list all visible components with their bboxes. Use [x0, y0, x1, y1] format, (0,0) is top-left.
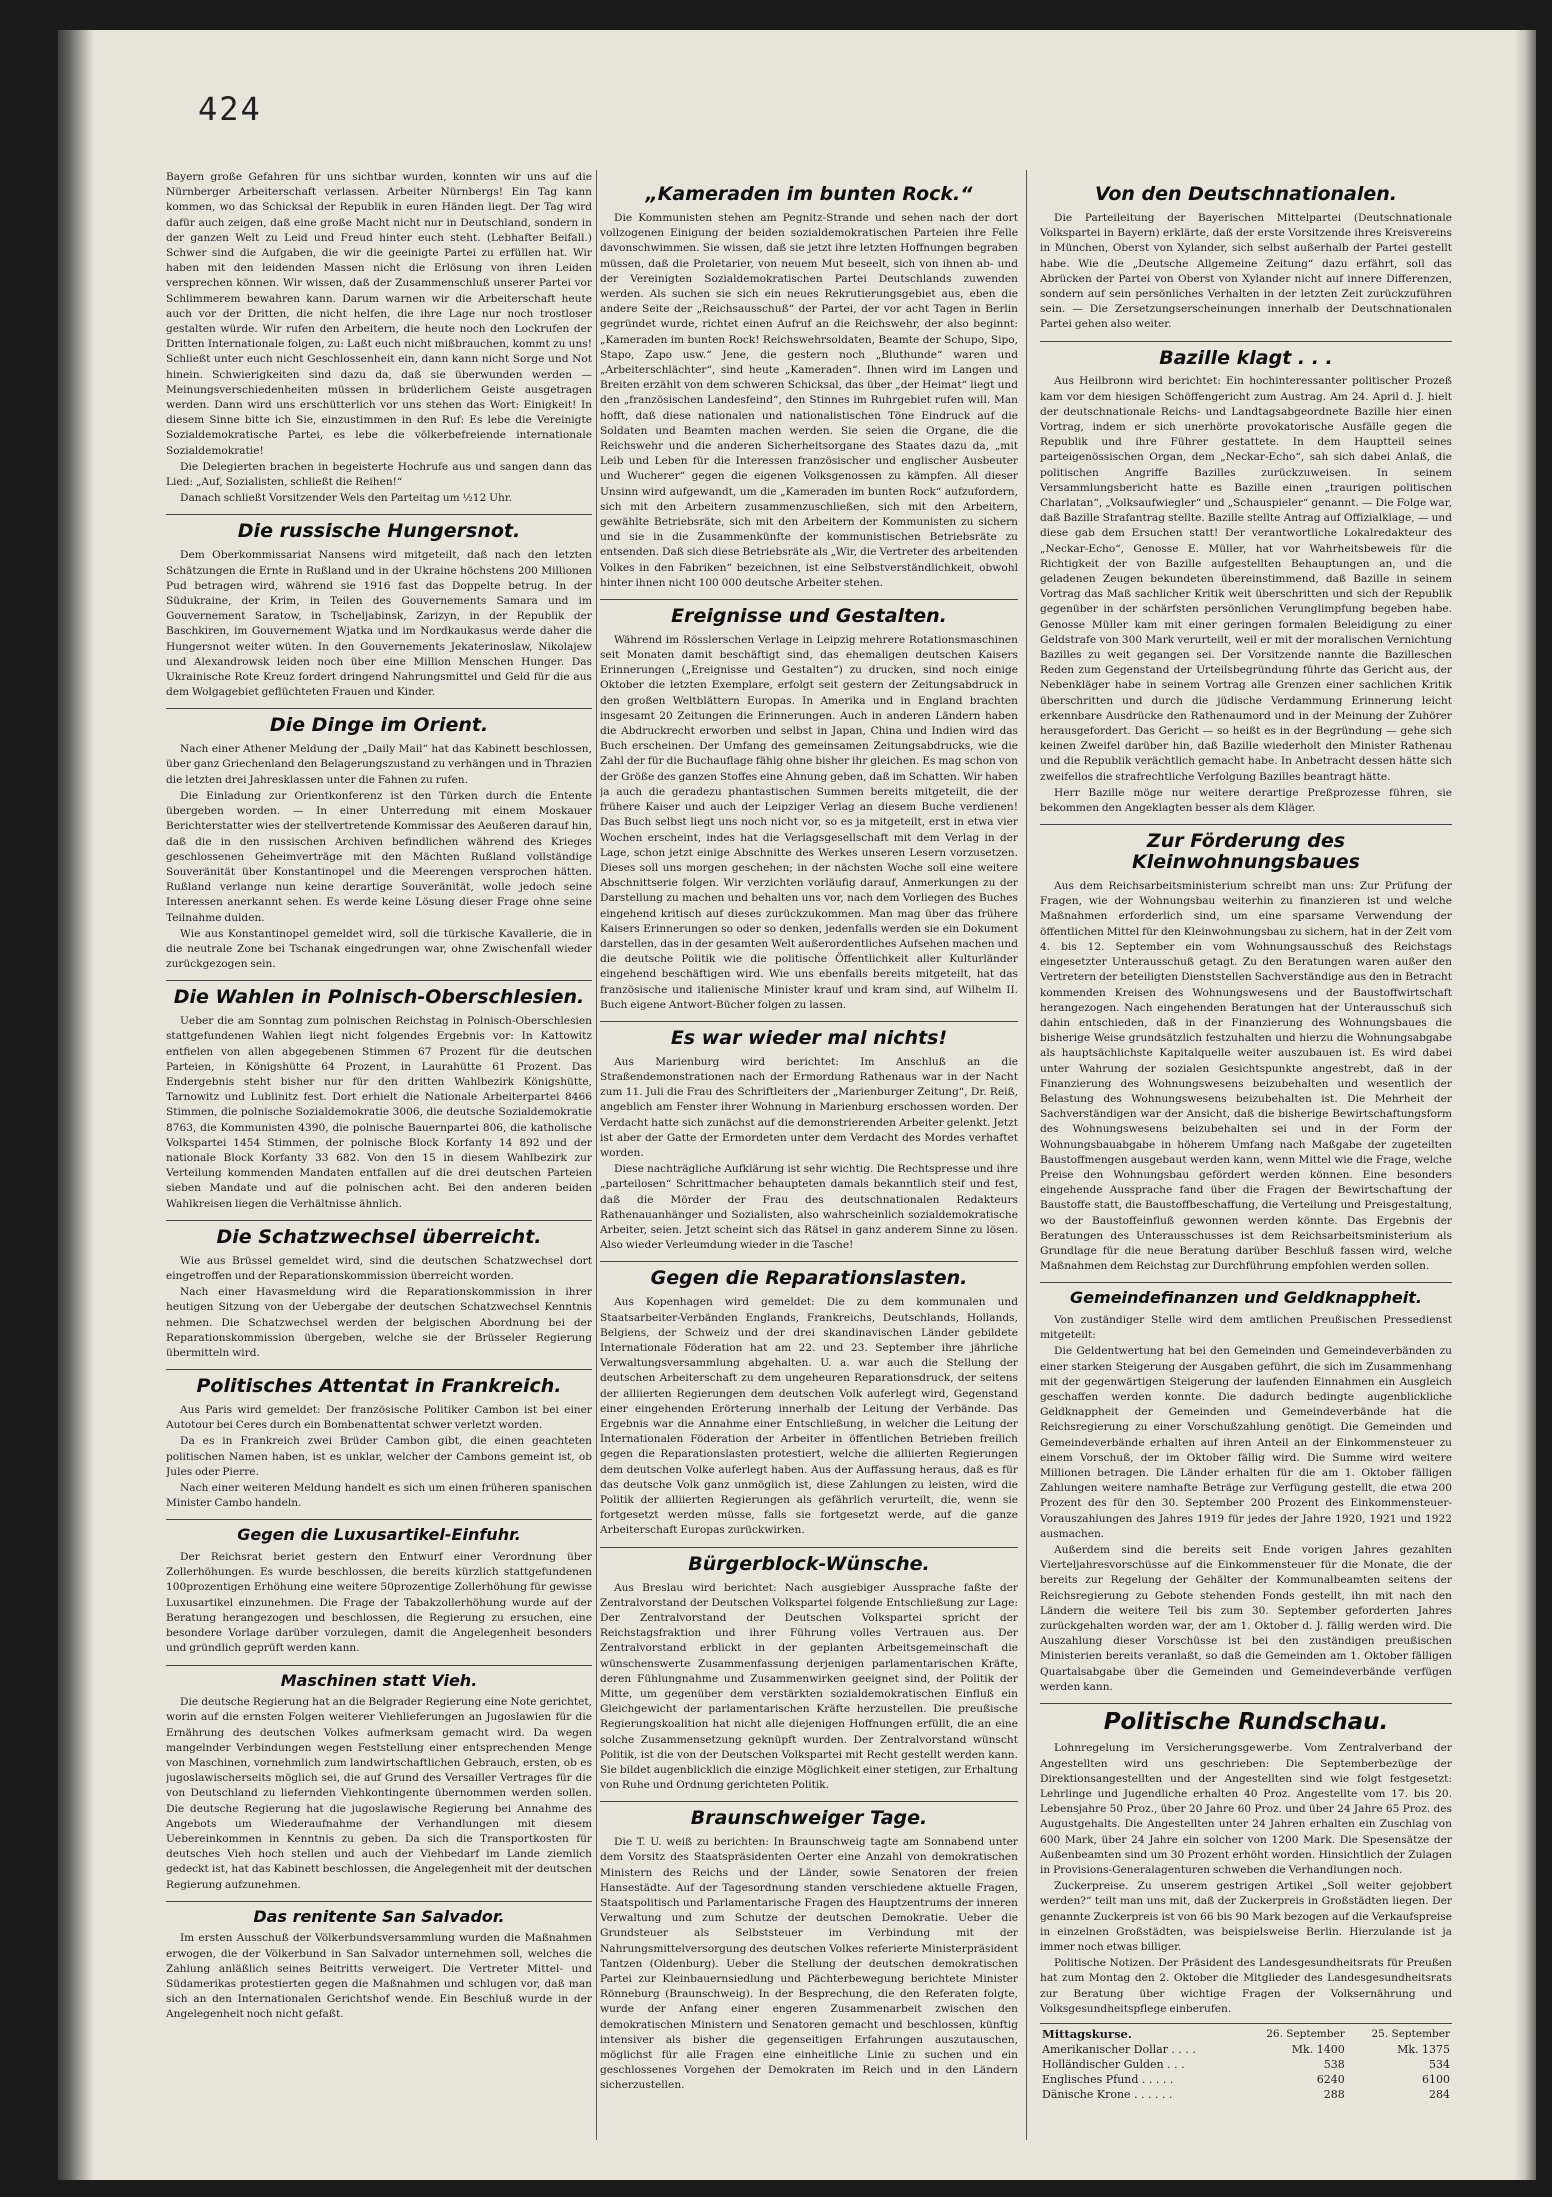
- article-text: Während im Rösslerschen Verlage in Leipzig mehrere Rotationsmaschinen seit Monaten damit beschäftigt sind, das ehemaligen deutschen Kaisers Erinnerungen („Ereignisse und Gestalten“) zu drucken, sind noch einige Oktober die letzten Exemplare, erfolgt seit gestern der Zeitungsabdruck in den großen Weltblättern Europas. In Amerika und in England brachten insgesamt 20 Zeitungen die Erinnerungen. Auch in anderen Ländern haben die Abdruckrecht erworben und selbst in Japan, China und Indien wird das Buch erscheinen. Der Umfang des gemeinsamen Zeitungsabdrucks, wie die Zahl der für die Buchauflage fähig ohne bisher ihr gleichen. Es mag schon von der Größe des ganzen Stoffes eine Ahnung geben, daß im Schatten. Wir haben ja auch die geradezu phantastischen Summen bereits mitgeteilt, die der frühere Kaiser und auch der Leipziger Verlag an diesem Buche verdienen! Das Buch selbst liegt uns noch nicht vor, so es ja mitgeteilt, erst in etwa vier Wochen erscheint, indes hat die Verlagsgesellschaft mit dem Verlag in der Lage, schon jetzt einige Abschnitte des Werkes unseren Lesern vorzusetzen. Dieses soll uns morgen geschehen; in der nächsten Woche soll eine weitere Abschnittserie folgen. Wir verzichten vorläufig darauf, Anmerkungen zu der Darstellung zu machen und behalten uns vor, nach dem Vorliegen des Buches eingehend kritisch auf dieses zurückzukommen. Man mag über das frühere Kaisers Erinnerungen so oder so denken, jedenfalls werden sie ein Dokument darstellen, das in der gesamten Welt außerordentliches Aufsehen machen und die deutsche Politik wie die politische Öffentlichkeit aller Kulturländer eingehend beschäftigen wird. Wie uns ebenfalls bereits mitgeteilt, hat das französische und italienische Minister krauf und kram sind, auf Wilhelm II. Buch eigene Antwort-Bücher folgen zu lassen.: [600, 633, 1018, 1011]
- article-text: Nach einer Athener Meldung der „Daily Mail“ hat das Kabinett beschlossen, über ganz Griechenland den Belagerungszustand zu verhängen und in Thrazien die letzten drei Jahresklassen unter die Fahnen zu rufen.: [166, 743, 592, 786]
- currency-name: Englisches Pfund . . . . .: [1042, 2072, 1174, 2086]
- article-text: Ueber die am Sonntag zum polnischen Reichstag in Polnisch-Oberschlesien stattgefundenen Wahlen liegt nicht folgendes Ergebnis vor: In Kattowitz entfielen von allen abgegebenen Stimmen 67 Prozent für die deutschen Parteien, in Königshütte 64 Prozent, in Laurahütte 61 Prozent. Das Endergebnis steht bisher nur für den dritten Wahlbezirk Königshütte, Tarnowitz und Lublinitz fest. Dort erhielt die Nationale Arbeiterpartei 8466 Stimmen, die polnische Sozialdemokratie 3006, die deutsche Sozialdemokratie 8763, die Kommunisten 4390, die polnische Bauernpartei 806, die katholische Volkspartei 1454 Stimmen, der polnische Block Korfanty 14 892 und der nationale Block Korfanty 33 682. Von den 15 in diesem Wahlbezirk zur Verteilung kommenden Mandaten entfallen auf die drei deutschen Parteien sieben Mandate und auf die polnischen acht. Bei den anderen beiden Wahlkreisen liegen die Verhältnisse ähnlich.: [166, 1015, 592, 1210]
- article-text: Dem Oberkommissariat Nansens wird mitgeteilt, daß nach den letzten Schätzungen die Ernte in Rußland und in der Ukraine höchstens 200 Millionen Pud betragen wird, während sie 1916 fast das Doppelte betrug. In der Südukraine, der Krim, in Teilen des Gouvernements Samara und im Gouvernement Saratow, in Tscheljabinsk, Zarizyn, in der Republik der Baschkiren, im Gouvernement Wjatka und im Nordkaukasus werde daher die Hungersnot weiter wüten. In den Gouvernements Jekaterinoslaw, Nikolajew und Alexandrowsk leiden noch über eine Million Menschen Hunger. Das Ukrainische Rote Kreuz fordert dringend Nahrungsmittel und Geld für die aus dem Wolgagebiet geflüchteten Frauen und Kinder.: [166, 549, 592, 699]
- headline-luxusartikel: Gegen die Luxusartikel-Einfuhr.: [166, 1519, 592, 1544]
- headline-kleinwohnungsbau: Zur Förderung des Kleinwohnungsbaues: [1040, 824, 1452, 873]
- article-text: Aus Heilbronn wird berichtet: Ein hochinteressanter politischer Prozeß kam vor dem hiesigen Schöffengericht zum Austrag. Am 24. April d. J. hielt der deutschnationale Reichs- und Landtagsabgeordnete Bazille hier einen Vortrag, indem er sich unerhörte provokatorische Ausfälle gegen die Republik und ihre Führer gestattete. In dem Hauptteil seines parteigenössischen Organ, dem „Neckar-Echo“, sah sich dabei Anlaß, die politischen Angriffe Bazilles zurückzuweisen. In seinem Versammlungsbericht hatte es Bazille einen „traurigen politischen Charlatan“, „Volksaufwiegler“ und „Schauspieler“ genannt. — Die Folge war, daß Bazille Strafantrag stellte. Bazille stellte Antrag auf Offizialklage, — und diese gab dem Ersuchen statt! Der verantwortliche Lokalredakteur des „Neckar-Echo“, Genosse E. Müller, hat vor Wahrheitsbeweis für die Richtigkeit der von Bazille aufgestellten Behauptungen an, und die geladenen Zeugen bekundeten übereinstimmend, daß Bazille in seinem Vortrag das Maß sachlicher Kritik weit überschritten und sich der Republik gegenüber in der schärfsten persönlichen Verunglimpfung begeben habe. Genosse Müller kam mit einer geringen formalen Beleidigung zu einer Geldstrafe von 300 Mark verurteilt, weil er mit der moralischen Vernichtung Bazilles zu weit gegangen sei. Der Vorsitzende nannte die Bazilleschen Reden zum Gegenstand der Urteilsbegründung führte das Gericht aus, der Nebenkläger habe in seinem Vortrag alle Grenzen einer sachlichen Kritik überschritten und durch die jüdische Verdammung Erinnerung leicht erkennbare Ausdrücke den Rathenaumord und in der Meinung der Zuhörer herausgefordert. Das Gericht — so heißt es in der Begründung — gehe sich keinen Zweifel darüber hin, daß Bazille wiederholt den Minister Rathenau und die Republik verächtlich gemacht habe. In Anbetracht dessen hätte sich zweifellos die strafrechtliche Verfolgung Bazilles beantragt hätte.: [1040, 375, 1452, 783]
- headline-hungersnot: Die russische Hungersnot.: [166, 514, 592, 542]
- article-text: Nach einer weiteren Meldung handelt es sich um einen früheren spanischen Minister Cambo handeln.: [166, 1482, 592, 1510]
- article-text: Der Reichsrat beriet gestern den Entwurf einer Verordnung über Zollerhöhungen. Es wurde beschlossen, die bereits kürzlich stattgefundenen 100prozentigen Erhöhung eine weitere 50prozentige Zollerhöhung für gewisse Luxusartikel einzunehmen. Die Frage der Tabakzollerhöhung wurde auf der Beratung herangezogen und beschlossen, die Regierung zu ersuchen, eine besondere Vorlage darüber vorzulegen, damit die Angelegenheit besonders und gründlich geprüft werden kann.: [166, 1551, 592, 1655]
- headline-rundschau: Politische Rundschau.: [1040, 1703, 1452, 1735]
- article-text: Die deutsche Regierung hat an die Belgrader Regierung eine Note gerichtet, worin auf die ernsten Folgen weiterer Viehlieferungen an Jugoslawien für die Ernährung des deutschen Volkes aufmerksam gemacht wird. Da wegen mangelnder Verbindungen wegen Feststellung einer entsprechenden Menge von Maschinen, vornehmlich zum landwirtschaftlichen Gebrauch, ersten, ob es jugoslawischerseits möglich sei, die auf Grund des Versailler Vertrages für die von Deutschland zu liefernden Viehkontingente übernommen werden sollen. Die deutsche Regierung hat die jugoslawische Regierung bei Annahme des Angebots um Wiederaufnahme der Verhandlungen mit diesem Uebereinkommen in Kenntnis zu geben. Da sich die Transportkosten für deutsches Vieh hoch stellen und auch der Viehbedarf im Lande ziemlich gedeckt ist, hat das Kabinett beschlossen, die Angelegenheit mit der deutschen Regierung aufzunehmen.: [166, 1696, 592, 1891]
- article-text: Aus dem Reichsarbeitsministerium schreibt man uns: Zur Prüfung der Fragen, wie der Wohnungsbau weiterhin zu finanzieren ist und welche Maßnahmen erforderlich sind, um eine sparsame Verwendung der öffentlichen Mittel für den Kleinwohnungsbau zu sichern, hat in der Zeit vom 4. bis 12. September ein vom Wohnungsausschuß des Reichstags eingesetzter Unterausschuß getagt. Zu den Beratungen waren außer den Vertretern der beteiligten Dienststellen Sachverständige aus den in Betracht kommenden Kreisen des Wohnungswesens und der Baustoffwirtschaft herangezogen. Nach eingehenden Beratungen hat der Unterausschuß sich dahin entschieden, daß in der Finanzierung des Wohnungsbaues die bisherige Weise grundsätzlich festzuhalten und hierzu die Wohnungsabgabe als hauptsächlichste Kapitalquelle weiter auszubauen ist. Es wird dabei unter Wahrung der sozialen Gesichtspunkte angestrebt, daß in der Finanzierung des Wohnungswesens beizubehalten und wesentlich der Belastung des Wohnungswesens beizubehalten ist. Die Mehrheit der Sachverständigen war der Ansicht, daß die bisherige Bewirtschaftungsform des Wohnungswesens beizubehalten sei und in der Form der Wohnungsbauabgabe in höherem Umfang nach Maßgabe der zugeteilten Baustoffmengen ausgebaut werden kann, wenn Mittel wie die Frage, welche Preise den Wohnungsbau gefördert werden können. Eine besonders eingehende Aussprache fand über die Fragen der Bewirtschaftung der Baustoffe statt, die Baustoffbeschaffung, die Verteilung und Preisgestaltung, wo der Baustoffeinfluß gewonnen werden könnte. Das Ergebnis der Beratungen des Unterausschusses ist dem Reichsarbeitsministerium als Grundlage für die neue Beratung darüber Beschluß fassen wird, welche Maßnahmen dem Reichstag zur Durchführung empfohlen werden sollen.: [1040, 880, 1452, 1273]
- table-header-row: [1040, 2026, 1452, 2042]
- headline-reparationslasten: Gegen die Reparationslasten.: [600, 1261, 1018, 1289]
- headline-buergerblock: Bürgerblock-Wünsche.: [600, 1547, 1018, 1575]
- currency-name: Amerikanischer Dollar . . . .: [1042, 2042, 1196, 2056]
- article-text: Aus Paris wird gemeldet: Der französische Politiker Cambon ist bei einer Autotour bei Ceres durch ein Bombenattentat schwer verletzt worden.: [166, 1404, 592, 1432]
- headline-braunschweig: Braunschweiger Tage.: [600, 1801, 1018, 1829]
- rate-value: 288: [1323, 2087, 1345, 2101]
- article-text: Nach einer Havasmeldung wird die Reparationskommission in ihrer heutigen Sitzung von der Uebergabe der deutschen Schatzwechsel Kenntnis nehmen. Die Schatzwechsel werden der belgischen Abordnung bei der Reparationskommission übergeben, welche sie der Brüsseler Regierung übermitteln wird.: [166, 1286, 592, 1359]
- article-text: Wie aus Brüssel gemeldet wird, sind die deutschen Schatzwechsel dort eingetroffen und der Reparationskommission überreicht worden.: [166, 1254, 592, 1282]
- article-text: Die Geldentwertung hat bei den Gemeinden und Gemeindeverbänden zu einer starken Steigerung der Ausgaben geführt, die sich im Zusammenhang mit der gegenwärtigen Steigerung der laufenden Einnahmen ein Ausgleich geschaffen werden konnte. Die dadurch bedingte augenblickliche Geldknappheit der Gemeinden und Gemeindeverbände hat die Reichsregierung zu einer Vorschußzahlung genötigt. Die Gemeinden und Gemeindeverbände erhalten auf ihren Anteil an der Einkommensteuer zu einem Vorschuß, der im Oktober fällig wird. Die Summe wird weitere Millionen betragen. Die Länder erhalten für die am 1. Oktober fälligen Zahlungen weitere namhafte Beträge zur Verfügung gestellt, die etwa 200 Prozent des für den 30. September 200 Prozent des Einkommensteuer-Vorauszahlungen des Jahres 1919 für jedes der Jahre 1920, 1921 und 1922 ausmachen.: [1040, 1345, 1452, 1540]
- article-text: Politische Notizen. Der Präsident des Landesgesundheitsrats für Preußen hat zum Montag den 2. Oktober die Mitglieder des Landesgesundheitsrats zur Beratung über wichtige Fragen der Volksernährung und Volksgesundheitspflege einberufen.: [1040, 1957, 1452, 2015]
- headline-ereignisse: Ereignisse und Gestalten.: [600, 599, 1018, 627]
- headline-kameraden: „Kameraden im bunten Rock.“: [645, 183, 973, 205]
- table-row: [1040, 2072, 1452, 2087]
- headline-bazille: Bazille klagt . . .: [1040, 341, 1452, 369]
- headline-wahlen: Die Wahlen in Polnisch-Oberschlesien.: [166, 980, 592, 1008]
- rates-title: Mittagskurse.: [1042, 2026, 1132, 2041]
- page-edge-shadow: [1514, 30, 1536, 2180]
- rate-value: 538: [1323, 2057, 1345, 2071]
- section-divider: [1040, 2023, 1452, 2024]
- article-text: Im ersten Ausschuß der Völkerbundsversammlung wurden die Maßnahmen erwogen, die der Völkerbund in San Salvador unternehmen soll, welches die Zahlung anläßlich seines Beitritts verweigert. Die Vertreter Mittel- und Südamerikas protestierten gegen die Maßnahmen und schlugen vor, daß man sich an den Internationalen Gerichtshof wende. Ein Beschluß wurde in der Angelegenheit noch nicht gefaßt.: [166, 1932, 592, 2021]
- article-text: Die Parteileitung der Bayerischen Mittelpartei (Deutschnationale Volkspartei in Bayern) erklärte, daß der erste Vorsitzende ihres Kreisvereins in München, Oberst von Xylander, sich selbst außerhalb der Partei gestellt habe. Wie die „Deutsche Allgemeine Zeitung“ dazu erfährt, soll das Abrücken der Partei von Oberst von Xylander nicht auf innere Differenzen, sondern auf sein persönliches Verhalten in der letzten Zeit zurückzuführen sein. — Die Zersetzungserscheinungen innerhalb der Deutschnationalen Partei gehen also weiter.: [1040, 211, 1452, 331]
- headline-schatzwechsel: Die Schatzwechsel überreicht.: [166, 1220, 592, 1248]
- headline-gemeindefinanzen: Gemeindefinanzen und Geldknappheit.: [1040, 1282, 1452, 1307]
- table-row: [1040, 2057, 1452, 2072]
- article-text: Bayern große Gefahren für uns sichtbar wurden, konnten wir uns auf die Nürnberger Arbeiterschaft verlassen. Arbeiter Nürnbergs! Ein Tag kann kommen, wo das Schicksal der Republik in euren Händen liegt. Der Tag wird dafür auch zeigen, daß eine große Macht nicht nur in Deutschland, sondern in der ganzen Welt zu Leid und Freud hinter euch steht. (Lebhafter Beifall.) Schwer sind die Aufgaben, die wir die geeinigte Partei zu erfüllen hat. Wir haben mit den leidenden Massen nicht die Erlösung von ihren Leiden versprechen können. Wir wissen, daß der Zusammenschluß unserer Partei vor Schlimmerem bewahren kann. Darum warnen wir die Arbeiterschaft heute auch vor der Dritten, die nicht helfen, die ihre Lage nur noch trostloser gestalten würde. Wir rufen den Arbeitern, die heute noch den Lockrufen der Dritten Internationale folgen, zu: Laßt euch nicht mißbrauchen, kommt zu uns! Schließt unter euch nicht Geschlossenheit ein, dann kann nicht Sorge und Not hinein. Schwierigkeiten sind dazu da, daß sie überwunden werden — Meinungsverschiedenheiten müssen in brüderlichem Geiste ausgetragen werden. Dann wird uns erschütterlich vor uns stehen das Wort: Einigkeit! In diesem Sinne bitte ich Sie, einzustimmen in den Ruf: Es lebe die Vereinigte Sozialdemokratische Partei, es lebe die völkerbefreiende internationale Sozialdemokratie!: [166, 171, 592, 457]
- rates-date-2: 25. September: [1371, 2027, 1450, 2040]
- article-text: Aus Breslau wird berichtet: Nach ausgiebiger Aussprache faßte der Zentralvorstand der Deutschen Volkspartei folgende Entschließung zur Lage: Der Zentralvorstand der Deutschen Volkspartei spricht der Reichstagsfraktion und ihrer Führung volles Vertrauen aus. Der Zentralvorstand erblickt in der geplanten Arbeitsgemeinschaft die wünschenswerte Zusammenfassung derjenigen parlamentarischen Kräfte, deren Fühlungnahme und Zusammenwirken geeignet sind, der Politik der Mitte, um gegenüber dem verstärkten sozialdemokratischen Einfluß ein Gleichgewicht der parlamentarischen Kräfte herzustellen. Die preußische Regierungskoalition hat nicht alle diejenigen Hoffnungen erfüllt, die an eine solche Zusammensetzung geknüpft wurden. Der Zentralvorstand wünscht Politik, ist die von der Deutschen Volkspartei mit Recht gestellt werden kann. Sie bildet augenblicklich die einzige Möglichkeit einer stetigen, zur Erhaltung von Ruhe und Ordnung gerichteten Politik.: [600, 1581, 1018, 1792]
- headline-maschinen: Maschinen statt Vieh.: [166, 1665, 592, 1690]
- rate-value: 534: [1429, 2057, 1450, 2071]
- article-text: Danach schließt Vorsitzender Wels den Parteitag um ½12 Uhr.: [180, 492, 513, 505]
- article-text: Die Delegierten brachen in begeisterte Hochrufe aus und sangen dann das Lied: „Auf, Sozialisten, schließt die Reihen!“: [166, 460, 592, 489]
- page-number: 424: [198, 90, 262, 128]
- headline-orient: Die Dinge im Orient.: [166, 708, 592, 736]
- article-text: Die T. U. weiß zu berichten: In Braunschweig tagte am Sonnabend unter dem Vorsitz des Staatspräsidenten Oerter eine Anzahl von demokratischen Ministern des Reichs und der Länder, sowie Senatoren der freien Hansestädte. Auf der Tagesordnung standen verschiedene aktuelle Fragen, Staatspolitisch und Parlamentarische Fragen des Hauptzentrums der inneren Verwaltung und zum Schutze der deutschen Demokratie. Ueber die Grundsteuer als Selbststeuer im Verbindung mit der Nahrungsmittelversorgung des deutschen Volkes referierte Ministerpräsident Tantzen (Oldenburg). Ueber die Stellung der deutschen demokratischen Partei zur Kleinbauernsiedlung und Pächterbewegung berichtete Minister Rönneburg (Braunschweig). In der Besprechung, die den Referaten folgte, wurde der Anfang einer engeren Zusammenarbeit zwischen den demokratischen Ministern und Senatoren gemacht und beschlossen, künftig intensiver als bisher die gegenseitigen Erfahrungen auszutauschen, möglichst für alle Fragen eine einheitliche Linie zu suchen und ein geschlossenes Vorgehen der Demokraten im Reich und in den Ländern sicherzustellen.: [600, 1836, 1018, 2092]
- table-row: [1040, 2087, 1452, 2102]
- currency-name: Dänische Krone . . . . . .: [1042, 2087, 1173, 2101]
- article-text: Außerdem sind die bereits seit Ende vorigen Jahres gezahlten Vierteljahresvorschüsse auf die Einkommensteuer für die Monate, die der bereits zur Regelung der Gehälter der Kommunalbeamten seitens der Reichsregierung zu Gebote stehenden Fonds gestellt, ihn mit nach den Ländern die weitere Teil bis zum 30. September geforderten Jahres zurückgehalten worden war, der am 1. Oktober d. J. fällig werden wird. Die Auszahlung dieser Vorschüsse ist bei den zuständigen preußischen Ministerien bereits veranlaßt, so daß die Gemeinden am 1. Oktober fälligen Quartalsabgabe über die Gemeinden und Gemeindeverbände verfügen werden kann.: [1040, 1544, 1452, 1693]
- article-text: Diese nachträgliche Aufklärung ist sehr wichtig. Die Rechtspresse und ihre „parteilosen“ Schrittmacher behaupteten damals bekanntlich steif und fest, daß die Mörder der Frau des deutschnationalen Redakteurs Rathenauanhänger und Sozialisten, also wahrscheinlich sozialdemokratische Arbeiter, seien. Jetzt scheint sich das Rätsel in ganz anderem Sinne zu lösen. Also wieder Verleumdung wieder in die Tasche!: [600, 1163, 1018, 1252]
- newspaper-page: [58, 30, 1536, 2180]
- article-text: Herr Bazille möge nur weitere derartige Preßprozesse führen, sie bekommen den Angeklagten besser als dem Kläger.: [1040, 786, 1452, 815]
- book-binding-shadow: [58, 30, 94, 2180]
- rate-value: Mk. 1400: [1291, 2042, 1345, 2056]
- column-divider: [1026, 170, 1027, 2140]
- headline-san-salvador: Das renitente San Salvador.: [166, 1901, 592, 1926]
- table-row: [1040, 2042, 1452, 2057]
- column-divider: [596, 170, 597, 2140]
- article-text: Aus Marienburg wird berichtet: Im Anschluß an die Straßendemonstrationen nach der Ermordung Rathenaus war in der Nacht zum 11. Juli die Frau des Schriftleiters der „Marienburger Zeitung“, Dr. Reiß, angeblich am Fenster ihrer Wohnung in Marienburg erschossen worden. Der Verdacht hatte sich zunächst auf die demonstrierenden Arbeiter gelenkt. Jetzt ist aber der Gatte der Ermordeten unter dem Verdacht des Mordes verhaftet worden.: [600, 1055, 1018, 1160]
- headline-attentat: Politisches Attentat in Frankreich.: [166, 1369, 592, 1397]
- currency-name: Holländischer Gulden . . .: [1042, 2057, 1185, 2071]
- article-text: Die Kommunisten stehen am Pegnitz-Strande und sehen nach der dort vollzogenen Einigung der beiden sozialdemokratischen Parteien ihre Felle davonschwimmen. Sie wissen, daß sie jetzt ihre letzten Hoffnungen begraben müssen, daß die Proletarier, von neuem Mut beseelt, sich von ihnen ab- und der Vereinigten Sozialdemokratischen Partei Deutschlands zuwenden werden. Als suchen sie sich ein neues Rekrutierungsgebiet aus, eben die andere Seite der „Reichsausschuß“ der Partei, der vor acht Tagen in Berlin gegründet wurde, richtet einen Aufruf an die Reichswehr, der also beginnt: „Kameraden im bunten Rock! Reichswehrsoldaten, Beamte der Schupo, Sipo, Stapo, Zapo usw.“ Jene, die gestern noch „Bluthunde“ waren und „Arbeiterschlächter“, sind heute „Kameraden“. Ihnen wird im Langen und Breiten erzählt von dem schweren Schicksal, das über „der Heimat“ liegt und den „französischen Landesfeind“, den Stinnes im Ruhrgebiet rufen will. Man hofft, daß diese nationalen und nationalistischen Töne Eindruck auf die Soldaten und Beamten machen werden. Sie seien die Organe, die die Reichswehr und die anderen Sicherheitsorgane des Staates dazu da, „mit Leib und Leben für die Interessen französischer und englischer Ausbeuter und Wucherer“ gegen die eigenen Volksgenossen zu kämpfen. All dieser Unsinn wird aufgewandt, um die „Kameraden im bunten Rock“ aufzufordern, sich mit den Arbeitern zusammenzuschließen, sich mit den Arbeitern, gewählte Betriebsräte, sich mit den Arbeitern der Kommunisten zu sichern und sie in die Zusammenkünfte der kommunistischen Betriebsräte zu entsenden. Daß sich diese Betriebsräte als „Wir, die Vertreter des arbeitenden Volkes in den Fabriken“ bezeichnen, ist eine Selbstverständlichkeit, obwohl hinter ihnen nicht 100 000 deutsche Arbeiter stehen.: [600, 211, 1018, 589]
- article-text: Wie aus Konstantinopel gemeldet wird, soll die türkische Kavallerie, die in die neutrale Zone bei Tschanak eingedrungen war, ohne Zwischenfall wieder zurückgezogen sein.: [166, 927, 592, 971]
- article-text: Lohnregelung im Versicherungsgewerbe. Vom Zentralverband der Angestellten wird uns geschrieben: Die Septemberbezüge der Direktionsangestellten und der Angestellten sind wie folgt festgesetzt: Lehrlinge und Jugendliche erhalten 40 Proz. Angestellte vom 17. bis 20. Lebensjahre 50 Proz., über 20 Jahre 60 Proz. und über 24 Jahre 65 Proz. des Augustgehalts. Die Angestellten unter 24 Jahren erhalten ein Zuschlag von 600 Mark, über 24 Jahre ein solcher von 1200 Mark. Die Spesensätze der Außenbeamten sind um 30 Prozent erhöht worden. Hinsichtlich der Zulagen in Provisions-Generalagenturen schweben die Verhandlungen noch.: [1040, 1742, 1452, 1876]
- exchange-rates-table: [1040, 2026, 1452, 2102]
- headline-nichts: Es war wieder mal nichts!: [600, 1021, 1018, 1049]
- column-middle: [600, 170, 1018, 2144]
- rate-value: 6100: [1422, 2072, 1450, 2086]
- rate-value: 284: [1429, 2087, 1450, 2101]
- rate-value: Mk. 1375: [1397, 2042, 1450, 2056]
- article-text: Aus Kopenhagen wird gemeldet: Die zu dem kommunalen und Staatsarbeiter-Verbänden Englands, Frankreichs, Deutschlands, Hollands, Belgiens, der Schweiz und der drei skandinavischen Länder gebildete Internationale Föderation hat am 22. und 23. September ihre jährliche Verwaltungsversammlung abgehalten. U. a. war auch die Stellung der deutschen Arbeiterschaft zu dem ungeheuren Reparationsdruck, der seitens der alliierten Regierungen dem deutschen Volk auferlegt wird, Gegenstand einer eingehenden Erörterung innerhalb der Leitung der Verbände. Das Ergebnis war die Annahme einer Entschließung, in welcher die Leitung der Internationalen Föderation der Arbeiter in öffentlichen Betrieben freilich gegen die Reparationslasten protestiert, welche die alliierten Regierungen dem deutschen Volke auferlegt haben. Aus der Auffassung heraus, daß es für das deutsche Volk ganz unmöglich ist, diese Zahlungen zu leisten, wird die Politik der alliierten Regierungen als gefährlich verurteilt, die, wenn sie fortgesetzt werden müsse, falls sie fortgesetzt werde, auf die ganze Arbeiterschaft Europas zurückwirken.: [600, 1296, 1018, 1537]
- article-text: Von zuständiger Stelle wird dem amtlichen Preußischen Pressedienst mitgeteilt:: [1040, 1313, 1452, 1342]
- rate-value: 6240: [1316, 2072, 1345, 2086]
- article-text: Da es in Frankreich zwei Brüder Cambon gibt, die einen geachteten politischen Namen haben, ist es unklar, welcher der Cambons gemeint ist, ob Jules oder Pierre.: [166, 1435, 592, 1478]
- article-text: Die Einladung zur Orientkonferenz ist den Türken durch die Entente übergeben worden. — In einer Unterredung mit einem Moskauer Berichterstatter wies der stellvertretende Kommissar des Aeußeren darauf hin, daß die in den russischen Archiven befindlichen während des Krieges geschlossenen Geheimverträge mit den Mächten Rußland vollständige Souveränität über Konstantinopel und die Meerengen versprochen hätten. Rußland verlange nun keine derartige Souveränität, wolle jedoch seine Interessen anerkannt sehen. Es werde keine Lösung dieser Frage ohne seine Teilnahme dulden.: [166, 789, 592, 924]
- column-right: [1040, 170, 1452, 2144]
- article-text: Zuckerpreise. Zu unserem gestrigen Artikel „Soll weiter gejobbert werden?“ teilt man uns mit, daß der Zuckerpreis in Großstädten liegen. Der genannte Zuckerpreis ist von 66 bis 90 Mark bezogen auf die Verkaufspreise in einzelnen Großstädten, was beispielsweise Berlin. Hierzulande ist ja immer noch etwas billiger.: [1040, 1880, 1452, 1953]
- column-left: [166, 170, 592, 2144]
- headline-deutschnationale: Von den Deutschnationalen.: [1095, 183, 1397, 205]
- rates-date-1: 26. September: [1266, 2027, 1345, 2040]
